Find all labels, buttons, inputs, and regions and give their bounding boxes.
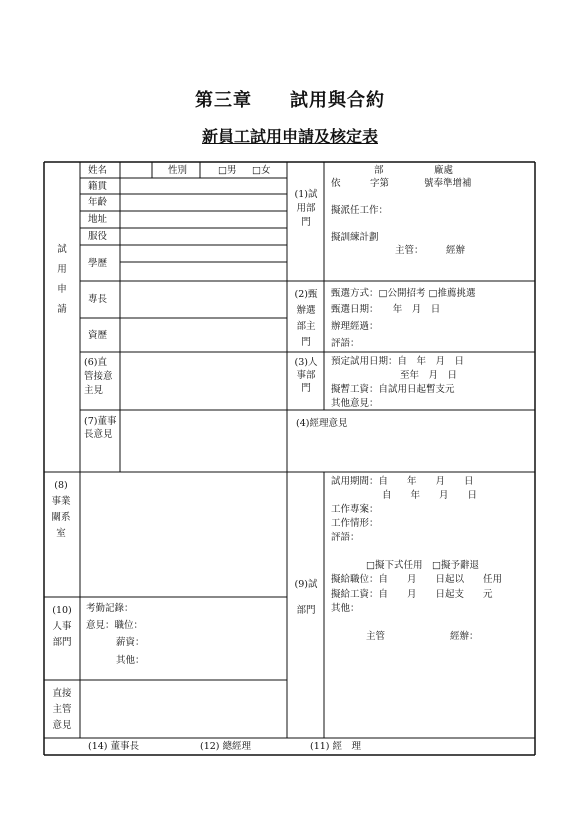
section1-dept: 部 [374,165,384,176]
section9-supervisor: 主管 [366,631,386,642]
section3-label: (3)人事部門 [294,357,318,394]
section1-label: (1)試用部門 [294,189,318,228]
section9-period-to: 自 年 月 日 [382,490,478,501]
name-label: 姓名 [88,165,108,176]
footer-chairman: (14) 董事長 [88,741,140,752]
education-label: 學歷 [88,258,108,269]
section9-period-from: 試用期間：自 年 月 日 [331,476,474,487]
section3-salary: 擬暫工資：自試用日起暫支元 [331,384,455,395]
address-label: 地址 [88,214,108,225]
section2-process: 辦理經過： [331,321,379,332]
age-label: 年齡 [88,197,108,208]
section2-method: 甄選方式：□公開招考 □推薦挑選 [331,288,476,299]
section1-training-plan: 擬訓練計劃 [331,232,379,243]
section9-work-items: 工作專案： [331,504,379,515]
form-title: 新員工試用申請及核定表 [201,127,378,146]
section8-label: (8)事業關系室 [51,480,71,539]
footer-manager: (11) 經 理 [310,741,362,752]
section1-by: 依 [331,178,341,189]
specialty-label: 專長 [88,294,108,305]
direct-supervisor-label: 直接主管意見 [52,688,72,731]
hometown-label: 籍貫 [88,181,108,192]
section9-decision: □擬下式任用 □擬予辭退 [366,560,479,571]
female-checkbox[interactable]: □女 [252,165,271,176]
section10-other: 其他： [116,655,145,666]
chapter-title: 第三章 試用與合約 [195,90,385,111]
section9-label: (9)試部門 [294,579,318,616]
section7-label: (7)董事長意見 [84,416,117,440]
section3-trial-date-to: 至年 月 日 [400,370,458,381]
section6-label: (6)直管接意主見 [84,357,113,396]
section1-approved: 號奉準增補 [424,178,472,189]
section9-salary-line: 擬給工資：自 月 日起支 元 [331,589,493,600]
section9-position-line: 擬給職位：自 月 日起以 任用 [331,574,503,585]
section4-label: (4)經理意見 [296,418,348,429]
section-label-trial-application: 試用申請 [57,244,67,315]
gender-label: 性別 [168,165,188,176]
section10-salary: 薪資： [116,637,145,648]
service-label: 服役 [88,231,108,242]
footer-general-manager: (12) 總經理 [200,741,252,752]
experience-label: 資歷 [88,330,108,341]
section3-other: 其他意見： [331,398,379,409]
section10-opinion-position: 意見：職位： [86,620,144,631]
male-checkbox[interactable]: □男 [218,165,237,176]
section2-comment: 評語： [331,338,360,349]
section1-handler: 經辦 [446,245,466,256]
section9-comment: 評語： [331,532,360,543]
section9-work-status: 工作情形： [331,518,379,529]
section9-other: 其他： [331,603,360,614]
section3-trial-date-from: 預定試用日期：自 年 月 日 [331,356,465,367]
section1-assign-job: 擬派任工作： [331,205,389,216]
section10-attendance: 考勤記錄： [86,603,134,614]
section1-supervisor: 主管： [395,245,424,256]
section9-handler: 經辦： [450,631,479,642]
section10-label: (10)人事部門 [52,605,72,648]
section1-word-no: 字第 [370,178,390,189]
section2-date: 甄選日期： 年 月 日 [331,304,441,315]
section2-label: (2)甄辦選部主門 [294,289,318,348]
section1-plant: 廠處 [434,165,454,176]
